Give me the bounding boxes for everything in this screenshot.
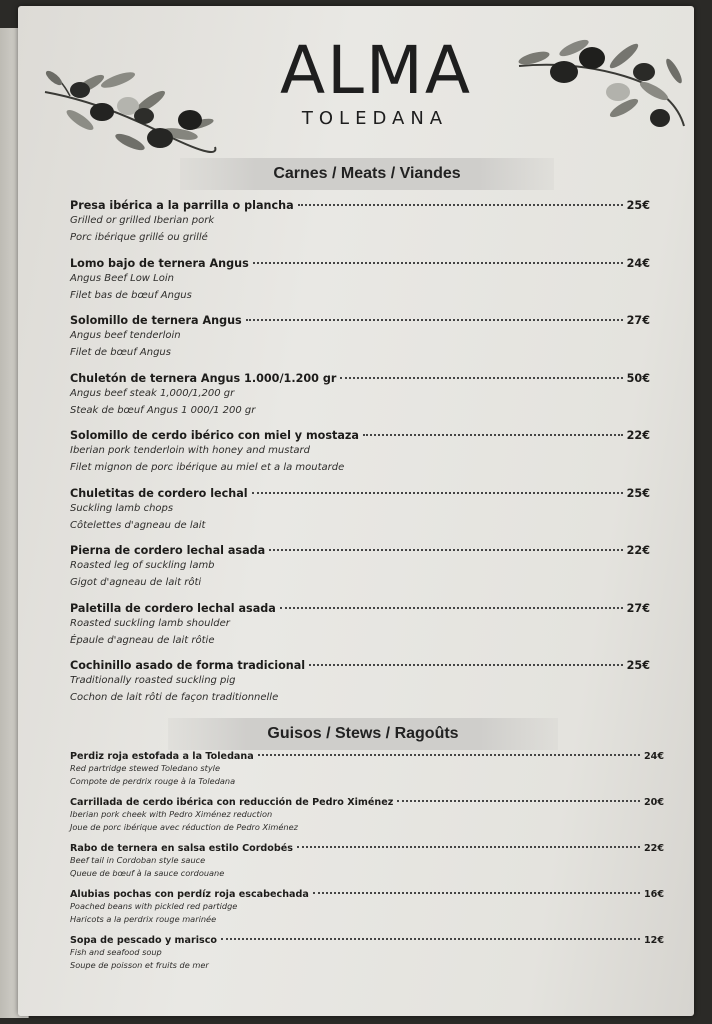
menu-page bbox=[18, 6, 694, 1016]
item-price: 27€ bbox=[626, 601, 650, 615]
item-description-fr: Gigot d'agneau de lait rôti bbox=[70, 577, 202, 588]
item-description-fr: Compote de perdrix rouge à la Toledana bbox=[70, 775, 236, 786]
item-name: Cochinillo asado de forma tradicional bbox=[70, 659, 306, 672]
item-description-en: Suckling lamb chops bbox=[70, 502, 174, 514]
item-description-en: Angus beef tenderloin bbox=[70, 330, 181, 341]
item-name: Chuletitas de cordero lechal bbox=[70, 486, 248, 500]
item-description-fr: Steak de bœuf Angus 1 000/1 200 gr bbox=[70, 404, 256, 416]
item-name: Presa ibérica a la parrilla o plancha bbox=[70, 199, 294, 212]
item-description-fr: Filet bas de bœuf Angus bbox=[70, 289, 192, 301]
item-description-en: Roasted suckling lamb shoulder bbox=[70, 617, 230, 629]
menu-item bbox=[70, 199, 650, 257]
menu-item bbox=[70, 602, 650, 660]
item-description-en: Fish and seafood soup bbox=[70, 947, 162, 957]
item-name: Perdiz roja estofada a la Toledana bbox=[70, 751, 254, 762]
item-price: 22€ bbox=[626, 544, 650, 557]
item-description-fr: Porc ibérique grillé ou grillé bbox=[70, 232, 208, 243]
leader-dots bbox=[253, 262, 623, 264]
item-description-fr: Côtelettes d'agneau de lait bbox=[70, 519, 206, 531]
item-description-en: Angus beef steak 1,000/1,200 gr bbox=[70, 387, 235, 399]
item-name: Paletilla de cordero lechal asada bbox=[70, 601, 276, 615]
stews-list bbox=[70, 751, 664, 981]
item-description-en: Beef tail in Cordoban style sauce bbox=[70, 855, 206, 865]
leader-dots bbox=[313, 892, 640, 894]
item-name: Alubias pochas con perdíz roja escabechada bbox=[70, 889, 309, 900]
leader-dots bbox=[252, 492, 623, 494]
item-description-fr: Haricots a la perdrix rouge marinée bbox=[70, 913, 217, 924]
item-name: Carrillada de cerdo ibérica con reducción de Pedro Ximénez bbox=[70, 797, 394, 808]
item-price: 25€ bbox=[626, 486, 650, 500]
item-price: 25€ bbox=[626, 199, 650, 212]
item-description-en: Roasted leg of suckling lamb bbox=[70, 560, 215, 571]
leader-dots bbox=[246, 319, 623, 321]
leader-dots bbox=[221, 938, 640, 940]
item-description-fr: Filet mignon de porc ibérique au miel et a la moutarde bbox=[70, 462, 345, 473]
menu-item bbox=[70, 659, 650, 717]
item-name: Rabo de ternera en salsa estilo Cordobés bbox=[70, 843, 293, 854]
menu-item bbox=[70, 372, 650, 430]
item-name: Solomillo de ternera Angus bbox=[70, 314, 242, 327]
menu-item bbox=[70, 797, 664, 843]
leader-dots bbox=[280, 607, 623, 609]
leader-dots bbox=[258, 754, 640, 756]
item-description-fr: Soupe de poisson et fruits de mer bbox=[70, 959, 209, 970]
item-price: 22€ bbox=[643, 843, 664, 854]
menu-item bbox=[70, 751, 664, 797]
olive-branch-icon bbox=[40, 62, 220, 162]
item-description-fr: Filet de bœuf Angus bbox=[70, 347, 171, 358]
item-price: 50€ bbox=[626, 371, 650, 385]
meats-list bbox=[70, 199, 650, 717]
item-price: 24€ bbox=[643, 751, 664, 762]
menu-item bbox=[70, 314, 650, 372]
restaurant-logo bbox=[280, 32, 473, 129]
item-price: 27€ bbox=[626, 314, 650, 327]
item-price: 20€ bbox=[643, 797, 664, 808]
item-name: Chuletón de ternera Angus 1.000/1.200 gr bbox=[70, 371, 337, 385]
item-description-en: Traditionally roasted suckling pig bbox=[70, 675, 236, 686]
item-price: 12€ bbox=[643, 935, 664, 946]
item-description-en: Iberian pork tenderloin with honey and mustard bbox=[70, 445, 310, 456]
leader-dots bbox=[363, 434, 623, 436]
leader-dots bbox=[397, 800, 640, 802]
item-description-en: Grilled or grilled Iberian pork bbox=[70, 215, 215, 226]
item-description-en: Angus Beef Low Loin bbox=[70, 272, 174, 284]
item-price: 22€ bbox=[626, 429, 650, 442]
leader-dots bbox=[297, 846, 640, 848]
item-name: Solomillo de cerdo ibérico con miel y mostaza bbox=[70, 429, 359, 442]
leader-dots bbox=[340, 377, 622, 379]
item-price: 25€ bbox=[626, 659, 650, 672]
menu-item bbox=[70, 843, 664, 889]
menu-item bbox=[70, 257, 650, 315]
item-price: 16€ bbox=[643, 889, 664, 900]
logo-subtitle: TOLEDANA bbox=[301, 108, 449, 129]
item-name: Sopa de pescado y marisco bbox=[70, 935, 218, 946]
item-description-en: Poached beans with pickled red partidge bbox=[70, 901, 238, 911]
menu-item bbox=[70, 544, 650, 602]
item-description-en: Red partridge stewed Toledano style bbox=[70, 763, 220, 773]
item-description-fr: Joue de porc ibérique avec réduction de Pedro Ximénez bbox=[70, 821, 298, 832]
menu-item bbox=[70, 935, 664, 981]
leader-dots bbox=[309, 664, 622, 666]
item-description-en: Iberian pork cheek with Pedro Ximénez reduction bbox=[70, 809, 273, 819]
item-description-fr: Épaule d'agneau de lait rôtie bbox=[70, 634, 215, 646]
logo-name: ALMA bbox=[280, 32, 473, 109]
menu-item bbox=[70, 889, 664, 935]
menu-item bbox=[70, 487, 650, 545]
menu-item bbox=[70, 429, 650, 487]
section-title-stews: Guisos / Stews / Ragoûts bbox=[168, 718, 558, 750]
olive-branch-icon bbox=[514, 36, 694, 136]
item-description-fr: Queue de bœuf à la sauce cordouane bbox=[70, 867, 225, 878]
item-name: Lomo bajo de ternera Angus bbox=[70, 256, 249, 270]
item-description-fr: Cochon de lait rôti de façon traditionnelle bbox=[70, 692, 279, 703]
item-name: Pierna de cordero lechal asada bbox=[70, 544, 266, 557]
leader-dots bbox=[269, 549, 622, 551]
item-price: 24€ bbox=[626, 256, 650, 270]
leader-dots bbox=[298, 204, 623, 206]
section-title-meats: Carnes / Meats / Viandes bbox=[180, 158, 554, 190]
